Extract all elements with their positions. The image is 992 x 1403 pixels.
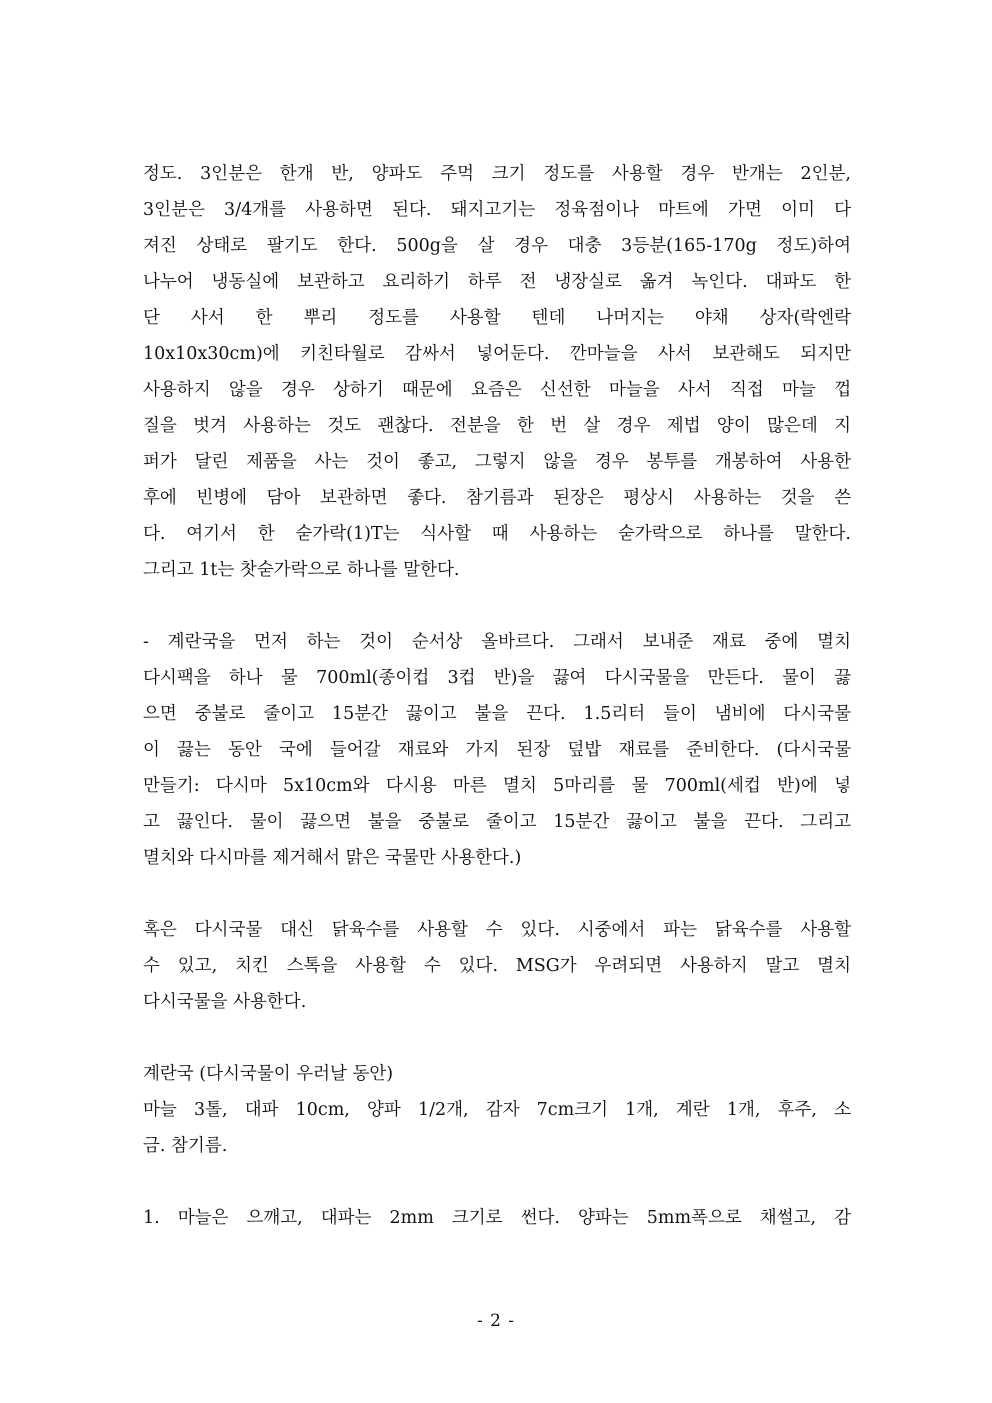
paragraph-chicken-stock (143, 912, 851, 1020)
paragraph-egg-soup-ingredients (143, 1056, 851, 1164)
text-line: 질을 벗겨 사용하는 것도 괜찮다. 전분을 한 번 살 경우 제법 양이 많은데 지 (143, 416, 851, 436)
paragraph-spacer (143, 1020, 851, 1056)
text-line: 3인분은 3/4개를 사용하면 된다. 돼지고기는 정육점이나 마트에 가면 이미 다 (143, 200, 851, 220)
text-line: 나누어 냉동실에 보관하고 요리하기 하루 전 냉장실로 옮겨 녹인다. 대파도 한 (143, 272, 851, 292)
page-number: - 2 - (476, 1311, 516, 1331)
text-line: 이 끓는 동안 국에 들어갈 재료와 가지 된장 덮밥 재료를 준비한다. (다시국물 (143, 740, 851, 760)
text-line: 다시국물을 사용한다. (143, 992, 307, 1012)
paragraph-spacer (143, 1164, 851, 1200)
text-line: - 계란국을 먼저 하는 것이 순서상 올바르다. 그래서 보내준 재료 중에 멸치 (143, 632, 851, 652)
paragraph-step-1 (143, 1200, 851, 1236)
paragraph-spacer (143, 588, 851, 624)
text-line: 후에 빈병에 담아 보관하면 좋다. 참기름과 된장은 평상시 사용하는 것을 쓴 (143, 488, 851, 508)
text-line: 수 있고, 치킨 스톡을 사용할 수 있다. MSG가 우려되면 사용하지 말고 멸치 (143, 956, 851, 976)
text-line: 마늘 3톨, 대파 10cm, 양파 1/2개, 감자 7cm크기 1개, 계란 1개, 후주, 소 (143, 1100, 851, 1120)
paragraph-egg-soup-order (143, 624, 851, 876)
paragraph-ingredients-storage (143, 156, 851, 588)
text-line: 다시팩을 하나 물 700ml(종이컵 3컵 반)을 끓여 다시국물을 만든다. 물이 끓 (143, 668, 851, 688)
text-line: 정도. 3인분은 한개 반, 양파도 주먹 크기 정도를 사용할 경우 반개는 2인분, (143, 164, 851, 184)
text-line: 퍼가 달린 제품을 사는 것이 좋고, 그렇지 않을 경우 봉투를 개봉하여 사용한 (143, 452, 851, 472)
section-heading: 계란국 (다시국물이 우러날 동안) (143, 1064, 394, 1084)
text-line: 그리고 1t는 찻숟가락으로 하나를 말한다. (143, 560, 460, 580)
text-line: 만들기: 다시마 5x10cm와 다시용 마른 멸치 5마리를 물 700ml(세컵 반)에 넣 (143, 776, 851, 796)
text-line: 으면 중불로 줄이고 15분간 끓이고 불을 끈다. 1.5리터 들이 냄비에 다시국물 (143, 704, 851, 724)
text-line: 사용하지 않을 경우 상하기 때문에 요즘은 신선한 마늘을 사서 직접 마늘 껍 (143, 380, 851, 400)
paragraph-spacer (143, 876, 851, 912)
text-line: 1. 마늘은 으깨고, 대파는 2mm 크기로 썬다. 양파는 5mm폭으로 채썰고, 감 (143, 1208, 851, 1228)
text-line: 고 끓인다. 물이 끓으면 불을 중불로 줄이고 15분간 끓이고 불을 끈다. 그리고 (143, 812, 851, 832)
text-line: 10x10x30cm)에 키친타월로 감싸서 넣어둔다. 깐마늘을 사서 보관해도 되지만 (143, 344, 851, 364)
text-line: 혹은 다시국물 대신 닭육수를 사용할 수 있다. 시중에서 파는 닭육수를 사용할 (143, 920, 851, 940)
text-line: 단 사서 한 뿌리 정도를 사용할 텐데 나머지는 야채 상자(락엔락 (143, 308, 851, 328)
document-body (143, 156, 851, 1236)
text-line: 금. 참기름. (143, 1136, 228, 1156)
text-line: 다. 여기서 한 숟가락(1)T는 식사할 때 사용하는 숟가락으로 하나를 말한다. (143, 524, 851, 544)
text-line: 멸치와 다시마를 제거해서 맑은 국물만 사용한다.) (143, 848, 522, 868)
text-line: 져진 상태로 팔기도 한다. 500g을 살 경우 대충 3등분(165-170g 정도)하여 (143, 236, 851, 256)
